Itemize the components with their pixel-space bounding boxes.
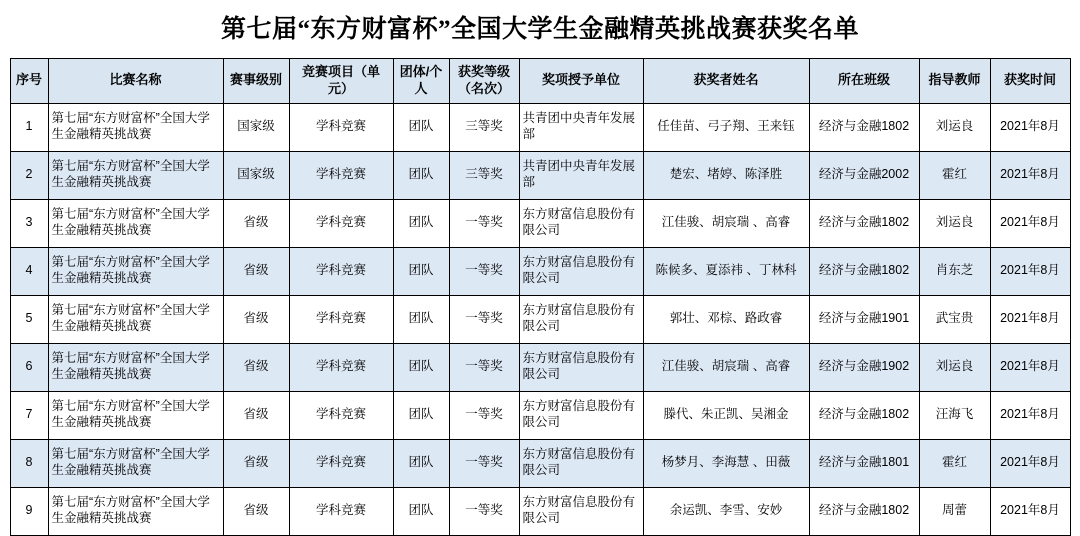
cell-competition-name: 第七届“东方财富杯”全国大学生金融精英挑战赛 <box>48 487 223 535</box>
cell-competition-name: 第七届“东方财富杯”全国大学生金融精英挑战赛 <box>48 343 223 391</box>
cell-teacher: 肖东芝 <box>919 247 990 295</box>
cell-class: 经济与金融1802 <box>809 247 919 295</box>
cell-class: 经济与金融1902 <box>809 343 919 391</box>
table-row <box>10 151 1070 199</box>
cell-type: 团队 <box>393 391 449 439</box>
award-list-table <box>10 58 1071 536</box>
cell-winners: 杨梦月、李海慧 、田薇 <box>643 439 809 487</box>
cell-organization: 东方财富信息股份有限公司 <box>519 391 643 439</box>
cell-type: 团队 <box>393 343 449 391</box>
cell-class: 经济与金融1802 <box>809 199 919 247</box>
column-header-winners: 获奖者姓名 <box>643 58 809 103</box>
table-header-row <box>10 58 1070 103</box>
cell-competition-name: 第七届“东方财富杯”全国大学生金融精英挑战赛 <box>48 439 223 487</box>
cell-type: 团队 <box>393 199 449 247</box>
cell-competition-name: 第七届“东方财富杯”全国大学生金融精英挑战赛 <box>48 391 223 439</box>
cell-class: 经济与金融1802 <box>809 103 919 151</box>
cell-index: 1 <box>10 103 48 151</box>
cell-grade: 一等奖 <box>449 199 519 247</box>
cell-winners: 楚宏、堵婷、陈泽胜 <box>643 151 809 199</box>
cell-index: 3 <box>10 199 48 247</box>
cell-class: 经济与金融1801 <box>809 439 919 487</box>
cell-competition-name: 第七届“东方财富杯”全国大学生金融精英挑战赛 <box>48 103 223 151</box>
cell-type: 团队 <box>393 247 449 295</box>
cell-teacher: 武宝贵 <box>919 295 990 343</box>
cell-grade: 一等奖 <box>449 391 519 439</box>
cell-teacher: 刘运良 <box>919 199 990 247</box>
cell-index: 9 <box>10 487 48 535</box>
table-row <box>10 391 1070 439</box>
column-header-item: 竞赛项目（单元） <box>289 58 393 103</box>
cell-type: 团队 <box>393 103 449 151</box>
cell-winners: 陈候多、夏添祎 、丁林科 <box>643 247 809 295</box>
page-title: 第七届“东方财富杯”全国大学生金融精英挑战赛获奖名单 <box>220 16 859 43</box>
cell-teacher: 刘运良 <box>919 103 990 151</box>
cell-date: 2021年8月 <box>990 391 1070 439</box>
cell-winners: 任佳苗、弓子翔、王来钰 <box>643 103 809 151</box>
cell-winners: 余运凯、李雪、安妙 <box>643 487 809 535</box>
cell-item: 学科竞赛 <box>289 247 393 295</box>
cell-winners: 江佳骏、胡宸瑞 、高睿 <box>643 199 809 247</box>
cell-item: 学科竞赛 <box>289 295 393 343</box>
cell-level: 国家级 <box>223 151 289 199</box>
table-row <box>10 247 1070 295</box>
cell-competition-name: 第七届“东方财富杯”全国大学生金融精英挑战赛 <box>48 199 223 247</box>
cell-level: 省级 <box>223 439 289 487</box>
cell-date: 2021年8月 <box>990 439 1070 487</box>
table-row <box>10 343 1070 391</box>
cell-organization: 东方财富信息股份有限公司 <box>519 343 643 391</box>
table-body <box>10 103 1070 535</box>
cell-date: 2021年8月 <box>990 103 1070 151</box>
cell-organization: 东方财富信息股份有限公司 <box>519 439 643 487</box>
cell-winners: 江佳骏、胡宸瑞 、高睿 <box>643 343 809 391</box>
cell-organization: 东方财富信息股份有限公司 <box>519 487 643 535</box>
cell-date: 2021年8月 <box>990 151 1070 199</box>
cell-date: 2021年8月 <box>990 199 1070 247</box>
cell-class: 经济与金融2002 <box>809 151 919 199</box>
column-header-class: 所在班级 <box>809 58 919 103</box>
column-header-competition-name: 比赛名称 <box>48 58 223 103</box>
cell-grade: 一等奖 <box>449 295 519 343</box>
cell-class: 经济与金融1802 <box>809 391 919 439</box>
column-header-organization: 奖项授予单位 <box>519 58 643 103</box>
cell-grade: 一等奖 <box>449 247 519 295</box>
column-header-date: 获奖时间 <box>990 58 1070 103</box>
cell-competition-name: 第七届“东方财富杯”全国大学生金融精英挑战赛 <box>48 247 223 295</box>
cell-item: 学科竞赛 <box>289 343 393 391</box>
table-header <box>10 58 1070 103</box>
cell-winners: 滕代、朱正凯、吴湘金 <box>643 391 809 439</box>
cell-teacher: 周蕾 <box>919 487 990 535</box>
cell-item: 学科竞赛 <box>289 391 393 439</box>
column-header-teacher: 指导教师 <box>919 58 990 103</box>
cell-class: 经济与金融1802 <box>809 487 919 535</box>
cell-type: 团队 <box>393 487 449 535</box>
cell-level: 省级 <box>223 247 289 295</box>
cell-organization: 共青团中央青年发展部 <box>519 103 643 151</box>
cell-index: 8 <box>10 439 48 487</box>
cell-item: 学科竞赛 <box>289 199 393 247</box>
table-row <box>10 487 1070 535</box>
cell-type: 团队 <box>393 439 449 487</box>
column-header-grade: 获奖等级（名次） <box>449 58 519 103</box>
table-row <box>10 295 1070 343</box>
cell-organization: 共青团中央青年发展部 <box>519 151 643 199</box>
column-header-type: 团体/个人 <box>393 58 449 103</box>
cell-level: 省级 <box>223 391 289 439</box>
cell-grade: 一等奖 <box>449 487 519 535</box>
column-header-index: 序号 <box>10 58 48 103</box>
cell-type: 团队 <box>393 295 449 343</box>
cell-organization: 东方财富信息股份有限公司 <box>519 247 643 295</box>
cell-teacher: 霍红 <box>919 439 990 487</box>
cell-index: 2 <box>10 151 48 199</box>
cell-grade: 三等奖 <box>449 103 519 151</box>
cell-grade: 三等奖 <box>449 151 519 199</box>
cell-grade: 一等奖 <box>449 343 519 391</box>
cell-date: 2021年8月 <box>990 487 1070 535</box>
cell-level: 省级 <box>223 295 289 343</box>
cell-level: 省级 <box>223 487 289 535</box>
cell-organization: 东方财富信息股份有限公司 <box>519 199 643 247</box>
cell-date: 2021年8月 <box>990 343 1070 391</box>
cell-grade: 一等奖 <box>449 439 519 487</box>
cell-class: 经济与金融1901 <box>809 295 919 343</box>
cell-level: 省级 <box>223 199 289 247</box>
cell-index: 5 <box>10 295 48 343</box>
cell-index: 4 <box>10 247 48 295</box>
cell-level: 国家级 <box>223 103 289 151</box>
cell-organization: 东方财富信息股份有限公司 <box>519 295 643 343</box>
cell-date: 2021年8月 <box>990 247 1070 295</box>
cell-type: 团队 <box>393 151 449 199</box>
table-row <box>10 199 1070 247</box>
cell-item: 学科竞赛 <box>289 439 393 487</box>
cell-index: 6 <box>10 343 48 391</box>
cell-competition-name: 第七届“东方财富杯”全国大学生金融精英挑战赛 <box>48 151 223 199</box>
cell-competition-name: 第七届“东方财富杯”全国大学生金融精英挑战赛 <box>48 295 223 343</box>
cell-item: 学科竞赛 <box>289 487 393 535</box>
column-header-level: 赛事级别 <box>223 58 289 103</box>
cell-winners: 郭壮、邓棕、路政睿 <box>643 295 809 343</box>
cell-index: 7 <box>10 391 48 439</box>
cell-level: 省级 <box>223 343 289 391</box>
cell-teacher: 刘运良 <box>919 343 990 391</box>
cell-teacher: 霍红 <box>919 151 990 199</box>
table-row <box>10 439 1070 487</box>
cell-item: 学科竞赛 <box>289 151 393 199</box>
cell-teacher: 汪海飞 <box>919 391 990 439</box>
cell-item: 学科竞赛 <box>289 103 393 151</box>
table-row <box>10 103 1070 151</box>
cell-date: 2021年8月 <box>990 295 1070 343</box>
